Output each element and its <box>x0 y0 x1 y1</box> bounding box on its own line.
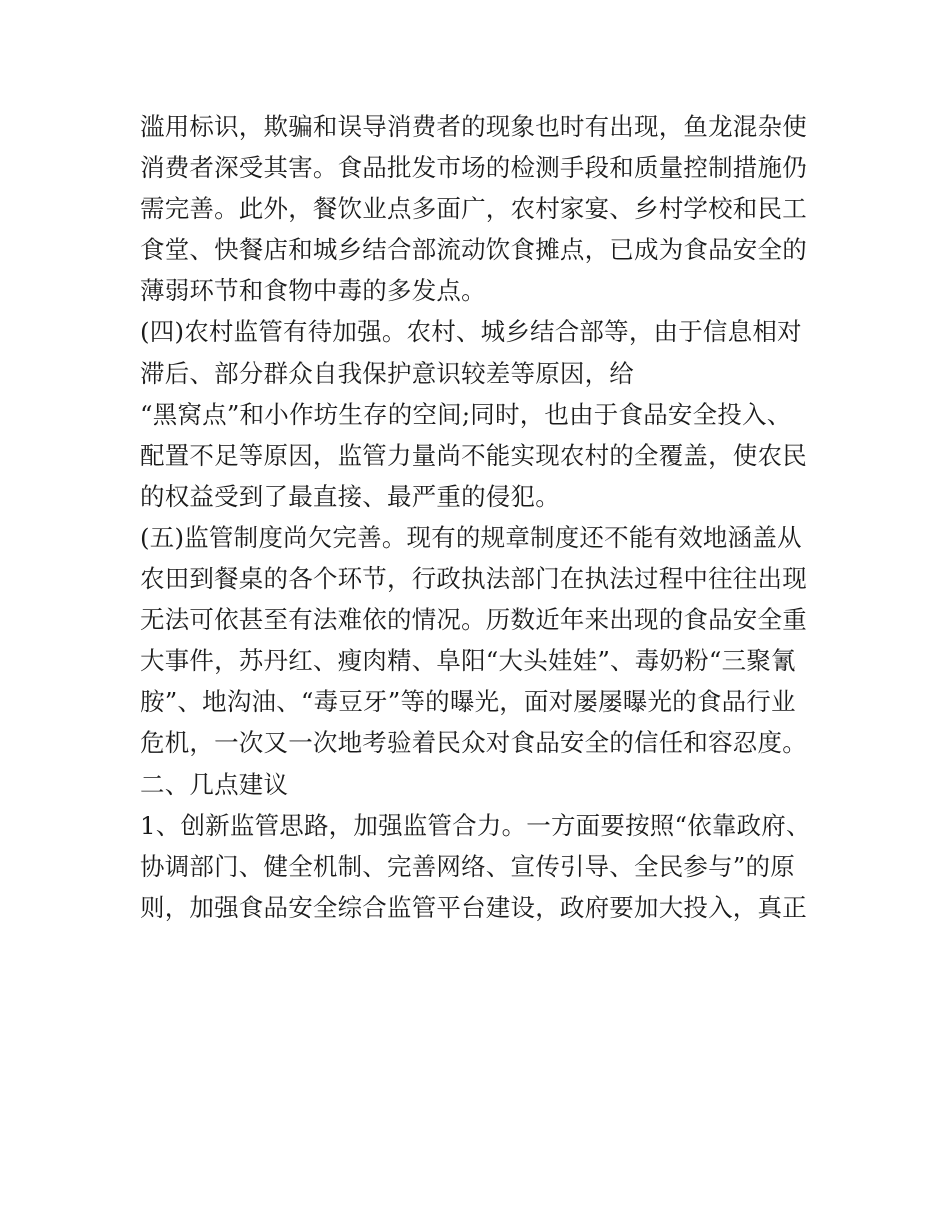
text-line: 食堂、快餐店和城乡结合部流动饮食摊点，已成为食品安全的 <box>140 235 807 265</box>
text-line: 胺”、地沟油、“毒豆牙”等的曝光，面对屡屡曝光的食品行业 <box>140 687 796 717</box>
text-line: 1、创新监管思路，加强监管合力。一方面要按照“依靠政府、 <box>140 810 811 840</box>
text-line: 大事件，苏丹红、瘦肉精、阜阳“大头娃娃”、毒奶粉“三聚氰 <box>140 646 796 676</box>
text-line: 的权益受到了最直接、最严重的侵犯。 <box>140 481 560 511</box>
text-line: 滞后、部分群众自我保护意识较差等原因，给 <box>140 358 634 388</box>
text-line: 配置不足等原因，监管力量尚不能实现农村的全覆盖，使农民 <box>140 440 807 470</box>
document-body <box>140 106 820 928</box>
text-line: (五)监管制度尚欠完善。现有的规章制度还不能有效地涵盖从 <box>140 522 802 552</box>
text-line: 滥用标识，欺骗和误导消费者的现象也时有出现，鱼龙混杂使 <box>140 112 807 141</box>
text-line: 则，加强食品安全综合监管平台建设，政府要加大投入，真正 <box>140 892 807 922</box>
text-line: 消费者深受其害。食品批发市场的检测手段和质量控制措施仍 <box>140 153 807 183</box>
text-line: 农田到餐桌的各个环节，行政执法部门在执法过程中往往出现 <box>140 564 807 594</box>
text-line: 薄弱环节和食物中毒的多发点。 <box>140 276 486 306</box>
text-line: 危机，一次又一次地考验着民众对食品安全的信任和容忍度。 <box>140 728 807 758</box>
text-line: (四)农村监管有待加强。农村、城乡结合部等，由于信息相对 <box>140 317 802 347</box>
text-line: 协调部门、健全机制、完善网络、宣传引导、全民参与”的原 <box>140 851 795 881</box>
text-line: 无法可依甚至有法难依的情况。历数近年来出现的食品安全重 <box>140 605 807 635</box>
text-line: “黑窝点”和小作坊生存的空间;同时，也由于食品安全投入、 <box>140 399 792 429</box>
section-heading: 二、几点建议 <box>140 769 289 799</box>
text-line: 需完善。此外，餐饮业点多面广，农村家宴、乡村学校和民工 <box>140 194 807 224</box>
